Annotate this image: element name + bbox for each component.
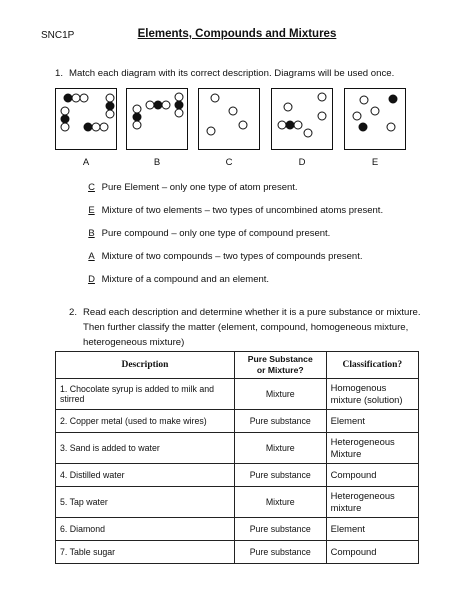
table-row bbox=[56, 518, 419, 541]
diagram-a bbox=[55, 88, 117, 150]
match-text: Pure compound – only one type of compound present. bbox=[101, 228, 331, 239]
match-item bbox=[84, 228, 330, 239]
match-item bbox=[84, 205, 383, 216]
diagram-c-particles bbox=[199, 89, 261, 151]
diagram-label-b: B bbox=[153, 157, 161, 168]
page-title: Elements, Compounds and Mixtures bbox=[137, 28, 337, 40]
question-1-text: Match each diagram with its correct description. Diagrams will be used once. bbox=[69, 68, 395, 79]
diagram-label-e: E bbox=[371, 157, 379, 168]
table-row bbox=[56, 487, 419, 518]
question-2-number: 2. bbox=[69, 307, 78, 318]
match-item bbox=[84, 182, 298, 193]
diagram-c bbox=[198, 88, 260, 150]
table-row bbox=[56, 464, 419, 487]
question-2-prompt bbox=[69, 305, 423, 350]
row-description: 3. Sand is added to water bbox=[56, 433, 235, 464]
row-description: 6. Diamond bbox=[56, 518, 235, 541]
row-classification: Element bbox=[326, 518, 418, 541]
table-row bbox=[56, 410, 419, 433]
diagram-d-particles bbox=[272, 89, 334, 151]
row-classification: Compound bbox=[326, 464, 418, 487]
table-header-row bbox=[56, 352, 419, 379]
course-code: SNC1P bbox=[41, 30, 75, 41]
match-item bbox=[84, 251, 363, 262]
row-classification: Homogenous mixture (solution) bbox=[326, 379, 418, 410]
question-2-text: Read each description and determine whether it is a pure substance or mixture. Then further classify the matter (element, compound, homogeneous mixture, heterogeneous mixture) bbox=[83, 307, 421, 348]
match-answer: D bbox=[88, 274, 95, 285]
match-text: Mixture of two compounds – two types of compounds present. bbox=[101, 251, 363, 262]
row-type: Pure substance bbox=[234, 541, 326, 564]
diagram-b-particles bbox=[127, 89, 189, 151]
row-classification: Element bbox=[326, 410, 418, 433]
header-pure-line2: or Mixture? bbox=[256, 365, 304, 375]
row-description: 1. Chocolate syrup is added to milk and stirred bbox=[56, 379, 235, 410]
diagram-label-d: D bbox=[298, 157, 306, 168]
row-type: Mixture bbox=[234, 379, 326, 410]
row-description: 2. Copper metal (used to make wires) bbox=[56, 410, 235, 433]
diagram-label-c: C bbox=[225, 157, 233, 168]
diagram-b bbox=[126, 88, 188, 150]
match-text: Mixture of two elements – two types of uncombined atoms present. bbox=[101, 205, 384, 216]
question-1-number: 1. bbox=[55, 68, 64, 79]
row-type: Pure substance bbox=[234, 464, 326, 487]
match-text: Pure Element – only one type of atom present. bbox=[101, 182, 298, 193]
row-classification: Heterogeneous Mixture bbox=[326, 433, 418, 464]
diagram-e bbox=[344, 88, 406, 150]
question-1-prompt bbox=[55, 66, 395, 81]
table-row bbox=[56, 379, 419, 410]
diagram-d bbox=[271, 88, 333, 150]
table-row bbox=[56, 541, 419, 564]
header-pure-line1: Pure Substance bbox=[247, 354, 313, 364]
diagram-e-particles bbox=[345, 89, 407, 151]
match-answer: E bbox=[88, 205, 95, 216]
match-item bbox=[84, 274, 269, 285]
match-answer: A bbox=[88, 251, 95, 262]
match-answer: C bbox=[88, 182, 95, 193]
classification-table bbox=[55, 351, 419, 564]
row-type: Mixture bbox=[234, 433, 326, 464]
row-type: Mixture bbox=[234, 487, 326, 518]
diagram-label-a: A bbox=[82, 157, 90, 168]
header-pure-or-mixture bbox=[234, 352, 326, 379]
header-description: Description bbox=[56, 352, 235, 379]
row-classification: Heterogeneous mixture bbox=[326, 487, 418, 518]
table-row bbox=[56, 433, 419, 464]
row-description: 5. Tap water bbox=[56, 487, 235, 518]
row-classification: Compound bbox=[326, 541, 418, 564]
row-type: Pure substance bbox=[234, 410, 326, 433]
header-classification: Classification? bbox=[326, 352, 418, 379]
match-answer: B bbox=[88, 228, 95, 239]
row-description: 7. Table sugar bbox=[56, 541, 235, 564]
row-description: 4. Distilled water bbox=[56, 464, 235, 487]
match-text: Mixture of a compound and an element. bbox=[101, 274, 270, 285]
row-type: Pure substance bbox=[234, 518, 326, 541]
diagram-a-particles bbox=[56, 89, 118, 151]
